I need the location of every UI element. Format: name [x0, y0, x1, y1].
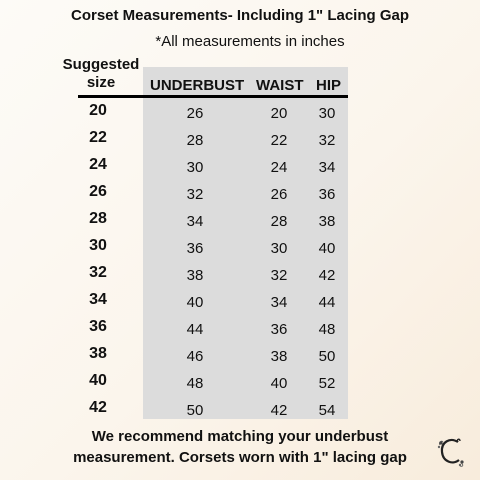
underbust-cell: 36	[186, 240, 204, 257]
table-row	[0, 236, 480, 263]
size-cell: 36	[89, 318, 107, 335]
waist-cell: 32	[270, 267, 288, 284]
size-cell: 34	[89, 291, 107, 308]
underbust-cell: 26	[186, 105, 204, 122]
underbust-cell: 34	[186, 213, 204, 230]
suggested-size-header-line1: Suggested	[62, 56, 140, 73]
size-cell: 42	[89, 399, 107, 416]
waist-header: WAIST	[256, 77, 304, 94]
hip-cell: 40	[318, 240, 336, 257]
footer-note	[0, 426, 480, 468]
hip-cell: 38	[318, 213, 336, 230]
size-cell: 20	[89, 102, 107, 119]
page-title: Corset Measurements- Including 1" Lacing Gap	[70, 7, 409, 24]
table-row	[0, 398, 480, 425]
hip-cell: 48	[318, 321, 336, 338]
table-row	[0, 155, 480, 182]
waist-cell: 22	[270, 132, 288, 149]
suggested-size-header-line2: size	[86, 74, 116, 91]
hip-cell: 54	[318, 402, 336, 419]
size-cell: 22	[89, 129, 107, 146]
table-row	[0, 101, 480, 128]
table-row	[0, 263, 480, 290]
hip-cell: 52	[318, 375, 336, 392]
waist-cell: 36	[270, 321, 288, 338]
header-divider	[78, 95, 348, 98]
suggested-size-header	[58, 56, 144, 92]
hip-cell: 32	[318, 132, 336, 149]
hip-cell: 30	[318, 105, 336, 122]
size-cell: 24	[89, 156, 107, 173]
waist-cell: 24	[270, 159, 288, 176]
size-cell: 40	[89, 372, 107, 389]
hip-cell: 42	[318, 267, 336, 284]
underbust-cell: 48	[186, 375, 204, 392]
size-cell: 32	[89, 264, 107, 281]
hip-cell: 44	[318, 294, 336, 311]
underbust-header: UNDERBUST	[150, 77, 245, 94]
table-row	[0, 317, 480, 344]
size-cell: 28	[89, 210, 107, 227]
table-row	[0, 128, 480, 155]
table-row	[0, 344, 480, 371]
table-row	[0, 290, 480, 317]
hip-cell: 34	[318, 159, 336, 176]
underbust-cell: 44	[186, 321, 204, 338]
hip-cell: 36	[318, 186, 336, 203]
footer-line2: measurement. Corsets worn with 1" lacing gap	[73, 449, 407, 466]
floral-c-monogram-icon	[436, 436, 466, 468]
hip-cell: 50	[318, 348, 336, 365]
underbust-cell: 32	[186, 186, 204, 203]
waist-cell: 34	[270, 294, 288, 311]
underbust-cell: 30	[186, 159, 204, 176]
size-cell: 38	[89, 345, 107, 362]
size-table-body	[0, 101, 480, 425]
table-row	[0, 182, 480, 209]
footer-line1: We recommend matching your underbust	[91, 428, 389, 445]
underbust-cell: 50	[186, 402, 204, 419]
waist-cell: 42	[270, 402, 288, 419]
subtitle: *All measurements in inches	[155, 33, 345, 50]
table-row	[0, 371, 480, 398]
waist-cell: 28	[270, 213, 288, 230]
waist-cell: 26	[270, 186, 288, 203]
underbust-cell: 38	[186, 267, 204, 284]
underbust-cell: 28	[186, 132, 204, 149]
size-cell: 26	[89, 183, 107, 200]
waist-cell: 30	[270, 240, 288, 257]
underbust-cell: 40	[186, 294, 204, 311]
size-cell: 30	[89, 237, 107, 254]
waist-cell: 20	[270, 105, 288, 122]
underbust-cell: 46	[186, 348, 204, 365]
waist-cell: 38	[270, 348, 288, 365]
waist-cell: 40	[270, 375, 288, 392]
table-row	[0, 209, 480, 236]
hip-header: HIP	[316, 77, 342, 94]
